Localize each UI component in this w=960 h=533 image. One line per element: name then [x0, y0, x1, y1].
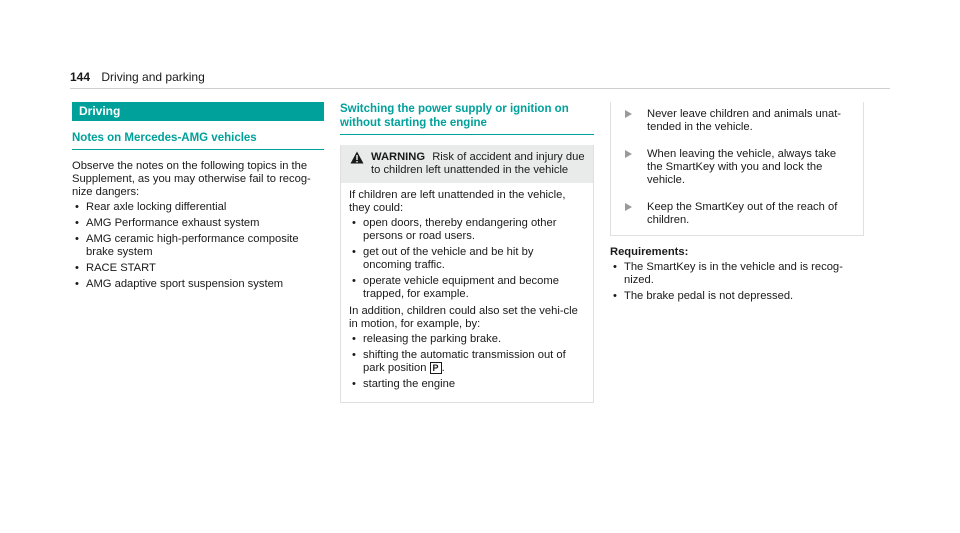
- list-item-park: • shifting the automatic transmission out of park position P .: [349, 349, 585, 375]
- header-rule: [70, 88, 890, 89]
- list-item: • RACE START: [72, 262, 324, 275]
- warning-title: WARNING: [371, 151, 426, 163]
- list-item: • The brake pedal is not depressed.: [610, 290, 864, 303]
- list-item-text: shifting the automatic transmission out of park position: [363, 349, 566, 374]
- list-item: • AMG ceramic high-performance composite brake system: [72, 233, 324, 259]
- play-arrow-icon: [625, 150, 632, 158]
- warning-box: [340, 145, 594, 403]
- chapter-title: Driving and parking: [101, 70, 205, 84]
- list-item: • get out of the vehicle and be hit by oncoming traffic.: [349, 246, 585, 272]
- warning-triangle-icon: [350, 151, 364, 164]
- warning-body: [341, 183, 593, 402]
- subsection-heading: Notes on Mercedes-AMG vehicles: [72, 131, 324, 150]
- list-item: • operate vehicle equipment and become trapped, for example.: [349, 275, 585, 301]
- notes-box: [610, 102, 864, 236]
- page-number: 144: [70, 70, 91, 84]
- subsection-heading: Switching the power supply or ignition on without starting the engine: [340, 102, 594, 135]
- section-title: Driving: [72, 102, 324, 121]
- list-item: • AMG adaptive sport suspension system: [72, 278, 324, 291]
- intro-paragraph: Observe the notes on the following topics in the Supplement, as you may otherwise fail to recog-nize dangers:: [72, 160, 311, 198]
- note-text: When leaving the vehicle, always take the SmartKey with you and lock the vehicle.: [647, 148, 837, 186]
- list-item: • The SmartKey is in the vehicle and is recog-nized.: [610, 261, 864, 287]
- column-right: [610, 102, 864, 306]
- play-arrow-icon: [625, 203, 632, 211]
- warning-list-2: [349, 333, 585, 391]
- warning-intro: If children are left unattended in the vehicle, they could:: [349, 189, 566, 214]
- list-item: • AMG Performance exhaust system: [72, 217, 324, 230]
- list-item: • open doors, thereby endangering other persons or road users.: [349, 217, 585, 243]
- note-item: [621, 108, 853, 134]
- note-text: Never leave children and animals unat-tended in the vehicle.: [647, 108, 842, 133]
- requirements-list: [610, 261, 864, 303]
- note-text: Keep the SmartKey out of the reach of children.: [647, 201, 838, 226]
- warning-intro-2: In addition, children could also set the vehi-cle in motion, for example, by:: [349, 305, 578, 330]
- list-item: • releasing the parking brake.: [349, 333, 585, 346]
- park-position-symbol: P: [430, 362, 442, 374]
- warning-header: [341, 145, 593, 183]
- note-item: [621, 148, 853, 187]
- list-item: • starting the engine: [349, 378, 585, 391]
- topic-list: [72, 201, 324, 291]
- column-left: [72, 102, 324, 294]
- requirements-title: Requirements:: [610, 246, 689, 258]
- page-header: [70, 70, 205, 84]
- note-item: [621, 201, 853, 227]
- column-middle: [340, 102, 594, 403]
- requirements-section: [610, 246, 864, 303]
- warning-summary: Risk of accident and injury due to children left unattended in the vehicle: [371, 151, 585, 176]
- play-arrow-icon: [625, 110, 632, 118]
- warning-list: [349, 217, 585, 301]
- list-item: • Rear axle locking differential: [72, 201, 324, 214]
